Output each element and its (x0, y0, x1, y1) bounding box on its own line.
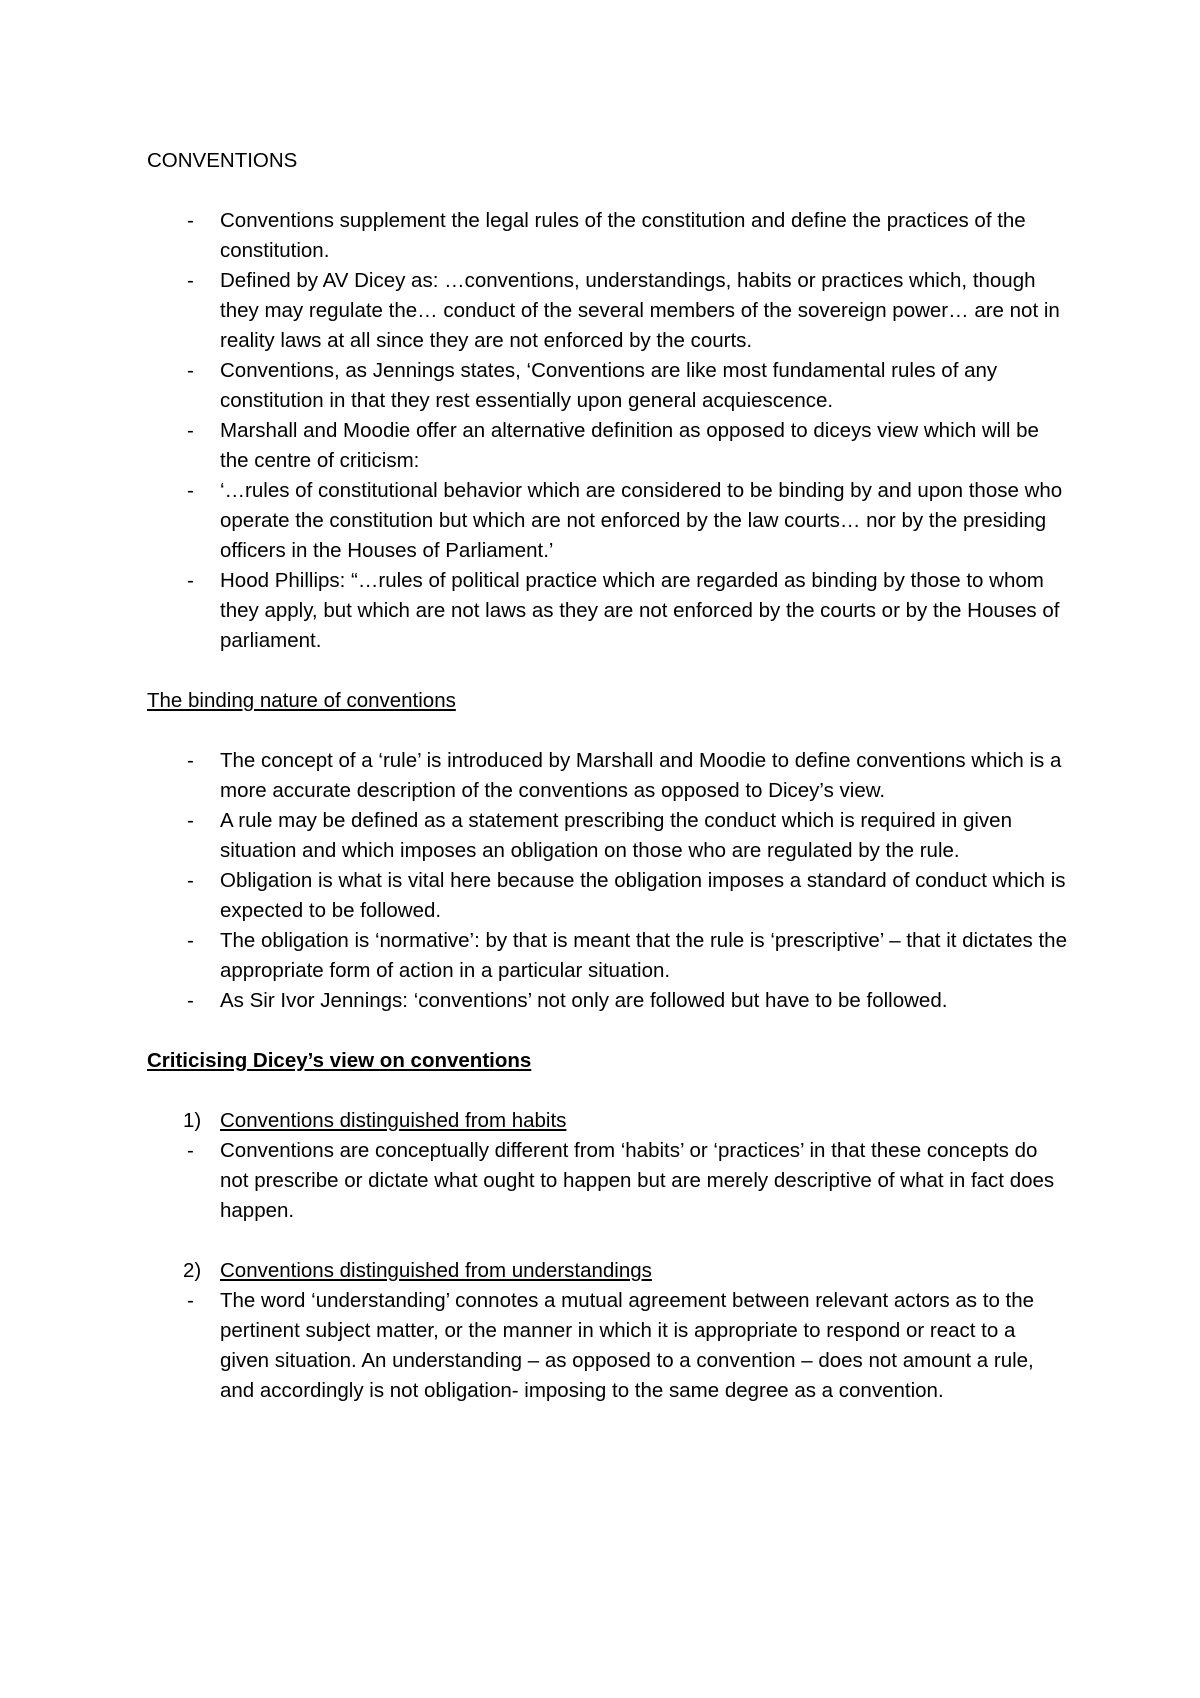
intro-list (147, 206, 1067, 656)
subsection-number: 2) (183, 1259, 202, 1282)
document-page (147, 146, 1067, 1436)
list-item: - Defined by AV Dicey as: …conventions, understandings, habits or practices which, though they may regulate the… conduct of the several members of the sovereign power… are not in reality laws at all since they are not enforced by the courts. (147, 266, 1067, 356)
subsection-title: Conventions distinguished from understandings (220, 1259, 652, 1282)
habits-list (147, 1136, 1067, 1226)
list-item: - Marshall and Moodie offer an alternative definition as opposed to diceys view which will be the centre of criticism: (147, 416, 1067, 476)
list-item: - Conventions, as Jennings states, ‘Conventions are like most fundamental rules of any constitution in that they rest essentially upon general acquiescence. (147, 356, 1067, 416)
understandings-list (147, 1286, 1067, 1406)
list-item: - The obligation is ‘normative’: by that is meant that the rule is ‘prescriptive’ – that it dictates the appropriate form of action in a particular situation. (147, 926, 1067, 986)
list-item: - The word ‘understanding’ connotes a mutual agreement between relevant actors as to the pertinent subject matter, or the manner in which it is appropriate to respond or react to a given situation. An understanding – as opposed to a convention – does not amount a rule, and accordingly is not obligation- imposing to the same degree as a convention. (147, 1286, 1067, 1406)
section-heading-binding-nature: The binding nature of conventions (147, 689, 456, 712)
binding-nature-list (147, 746, 1067, 1016)
list-item: - A rule may be defined as a statement prescribing the conduct which is required in given situation and which imposes an obligation on those who are regulated by the rule. (147, 806, 1067, 866)
list-item: - Hood Phillips: “…rules of political practice which are regarded as binding by those to whom they apply, but which are not laws as they are not enforced by the courts or by the Houses of parliament. (147, 566, 1067, 656)
subsection-heading-understandings (147, 1256, 1067, 1286)
list-item: - The concept of a ‘rule’ is introduced by Marshall and Moodie to define conventions which is a more accurate description of the conventions as opposed to Dicey’s view. (147, 746, 1067, 806)
list-item: - ‘…rules of constitutional behavior which are considered to be binding by and upon those who operate the constitution but which are not enforced by the law courts… nor by the presiding officers in the Houses of Parliament.’ (147, 476, 1067, 566)
document-title: CONVENTIONS (147, 149, 298, 172)
list-item: - As Sir Ivor Jennings: ‘conventions’ not only are followed but have to be followed. (147, 986, 1067, 1016)
list-item: - Conventions supplement the legal rules of the constitution and define the practices of the constitution. (147, 206, 1067, 266)
subsection-heading-habits (147, 1106, 1067, 1136)
subsection-title: Conventions distinguished from habits (220, 1109, 567, 1132)
list-item: - Obligation is what is vital here because the obligation imposes a standard of conduct which is expected to be followed. (147, 866, 1067, 926)
list-item: - Conventions are conceptually different from ‘habits’ or ‘practices’ in that these concepts do not prescribe or dictate what ought to happen but are merely descriptive of what in fact does happen. (147, 1136, 1067, 1226)
section-heading-criticising: Criticising Dicey’s view on conventions (147, 1049, 532, 1072)
subsection-number: 1) (183, 1109, 202, 1132)
